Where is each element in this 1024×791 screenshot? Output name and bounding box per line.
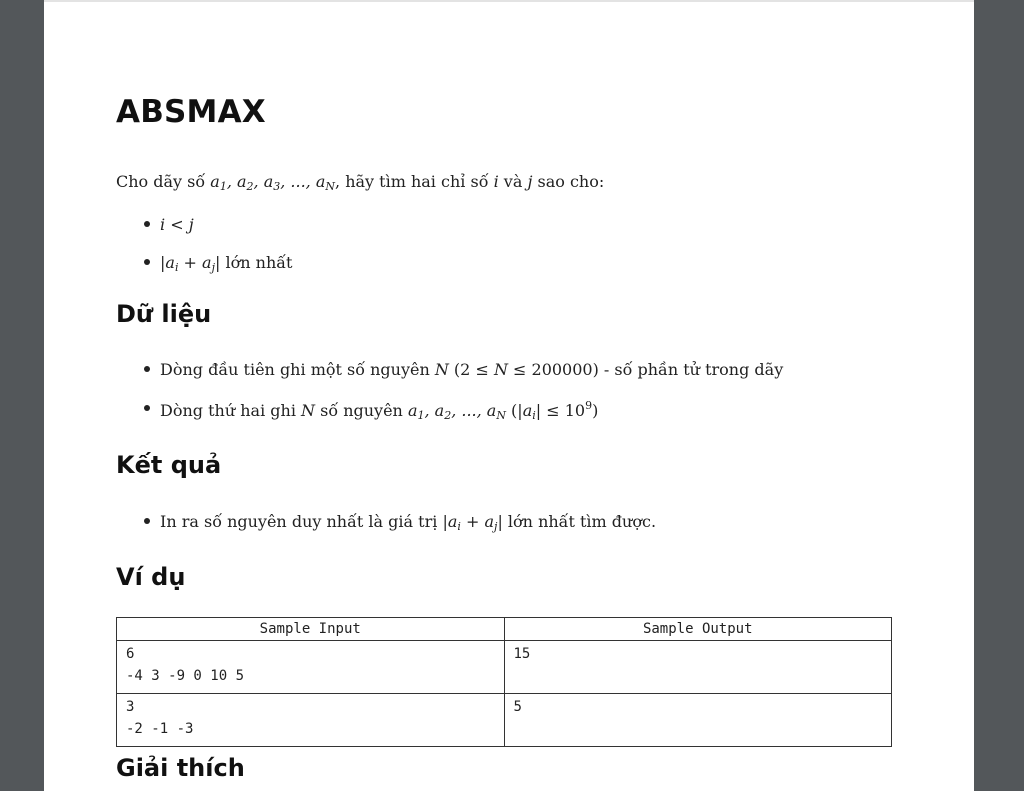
table-row (117, 641, 892, 694)
table-row (117, 694, 892, 747)
document-page (44, 0, 974, 791)
intro-paragraph: Cho dãy số $a_1$, $a_2$, $a_3$, ..., $a_N$, hãy tìm hai chỉ số i và j sao cho: (116, 172, 605, 193)
bullet-icon (144, 405, 150, 411)
input-item: Dòng thứ hai ghi N số nguyên $a_1$, $a_2$, ..., $a_N$ $(|a_i| \le 10^9)$ (160, 399, 598, 422)
example-heading: Ví dụ (116, 563, 186, 591)
bullet-icon (144, 259, 150, 265)
input-item: Dòng đầu tiên ghi một số nguyên N (2 ≤ N ≤ 200000) - số phần tử trong dãy (160, 360, 783, 379)
intro-sequence: $a_1$, $a_2$, $a_3$, ..., $a_N$ (210, 172, 336, 193)
sample-table (116, 617, 892, 747)
sample-input-cell: 6 -4 3 -9 0 10 5 (117, 641, 505, 694)
bullet-icon (144, 518, 150, 524)
output-heading: Kết quả (116, 451, 222, 479)
condition-item: $|a_i + a_j|$ lớn nhất (160, 253, 292, 274)
problem-title: ABSMAX (116, 94, 266, 130)
bullet-icon (144, 221, 150, 227)
bullet-icon (144, 366, 150, 372)
input-heading: Dữ liệu (116, 300, 212, 328)
explanation-heading: Giải thích (116, 754, 245, 782)
condition-item: i < j (160, 215, 194, 234)
output-item: In ra số nguyên duy nhất là giá trị $|a_i + a_j|$ lớn nhất tìm được. (160, 512, 656, 533)
sample-output-cell: 5 (504, 694, 892, 747)
sample-output-header: Sample Output (504, 618, 892, 641)
sample-output-cell: 15 (504, 641, 892, 694)
sample-input-header: Sample Input (117, 618, 505, 641)
sample-input-cell: 3 -2 -1 -3 (117, 694, 505, 747)
